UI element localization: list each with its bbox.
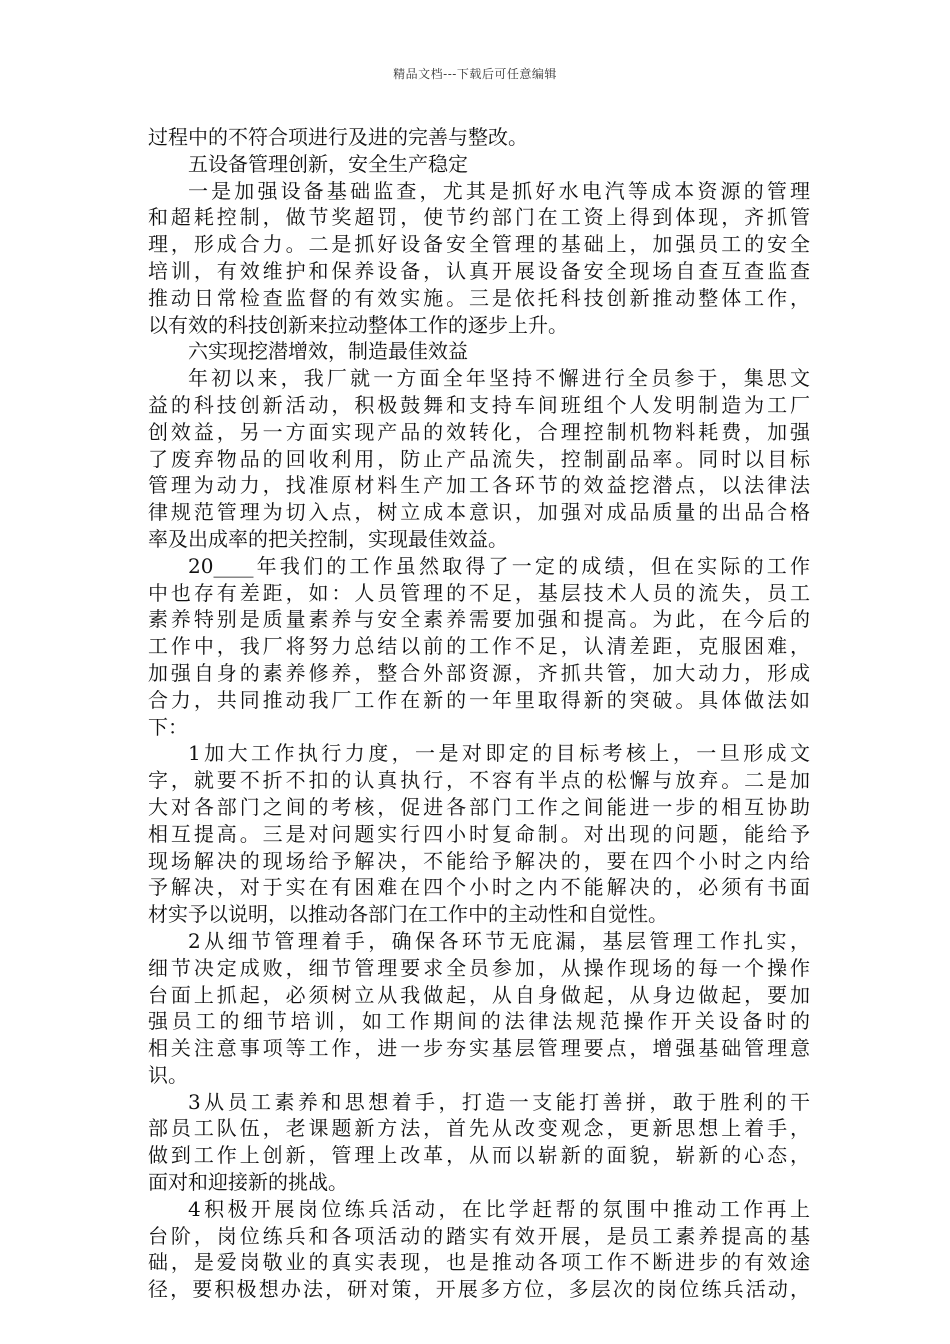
text-line: 3从员工素养和思想着手，打造一支能打善拼，敢于胜利的干 — [188, 1089, 810, 1114]
text-line: 20____年我们的工作虽然取得了一定的成绩，但在实际的工作 — [188, 553, 810, 578]
text-line: 年初以来，我厂就一方面全年坚持不懈进行全员参于，集思文 — [188, 366, 810, 391]
text-line: 2从细节管理着手，确保各环节无庇漏，基层管理工作扎实， — [188, 928, 810, 953]
text-line: 益的科技创新活动，积极鼓舞和支持车间班组个人发明制造为工厂 — [148, 392, 810, 417]
text-line: 相关注意事项等工作，进一步夯实基层管理要点，增强基础管理意 — [148, 1036, 810, 1061]
text-line: 强员工的细节培训，如工作期间的法律法规范操作开关设备时的 — [148, 1009, 810, 1034]
text-line: 面对和迎接新的挑战。 — [148, 1170, 348, 1195]
document-body — [148, 124, 810, 1303]
text-line: 管理为动力，找准原材料生产加工各环节的效益挖潜点，以法律法 — [148, 473, 810, 498]
text-line: 以有效的科技创新来拉动整体工作的逐步上升。 — [148, 312, 568, 337]
text-line: 大对各部门之间的考核，促进各部门工作之间能进一步的相互协助 — [148, 794, 810, 819]
text-line: 了废弃物品的回收利用，防止产品流失，控制副品率。同时以目标 — [148, 446, 810, 471]
page-header: 精品文档---下载后可任意编辑 — [393, 67, 557, 81]
text-line: 一是加强设备基础监查，尤其是抓好水电汽等成本资源的管理 — [188, 178, 810, 203]
text-line: 合力，共同推动我厂工作在新的一年里取得新的突破。具体做法如 — [148, 687, 810, 712]
text-line: 予解决，对于实在有困难在四个小时之内不能解决的，必须有书面 — [148, 875, 810, 900]
text-line: 台阶，岗位练兵和各项活动的踏实有效开展，是员工素养提高的基 — [148, 1223, 810, 1248]
text-line: 推动日常检查监督的有效实施。三是依托科技创新推动整体工作， — [148, 285, 810, 310]
text-line: 础，是爱岗敬业的真实表现，也是推动各项工作不断进步的有效途 — [148, 1250, 810, 1275]
text-line: 加强自身的素养修养，整合外部资源，齐抓共管，加大动力，形成 — [148, 660, 810, 685]
text-line: 相互提高。三是对问题实行四小时复命制。对出现的问题，能给予 — [148, 821, 810, 846]
text-line: 径，要积极想办法，研对策，开展多方位，多层次的岗位练兵活动， — [148, 1277, 810, 1302]
text-line: 过程中的不符合项进行及进的完善与整改。 — [148, 125, 528, 149]
text-line: 材实予以说明，以推动各部门在工作中的主动性和自觉性。 — [148, 902, 668, 927]
text-line: 培训，有效维护和保养设备，认真开展设备安全现场自查互查监查 — [148, 258, 810, 283]
text-line: 中也存有差距，如：人员管理的不足，基层技术人员的流失，员工 — [148, 580, 810, 605]
text-line: 细节决定成败，细节管理要求全员参加，从操作现场的每一个操作 — [148, 955, 810, 980]
text-line: 部员工队伍，老课题新方法，首先从改变观念，更新思想上着手， — [148, 1116, 810, 1141]
text-line: 和超耗控制，做节奖超罚，使节约部门在工资上得到体现，齐抓管 — [148, 205, 810, 230]
text-line: 素养特别是质量素养与安全素养需要加强和提高。为此，在今后的 — [148, 607, 810, 632]
text-line: 做到工作上创新，管理上改革，从而以崭新的面貌，崭新的心态， — [148, 1143, 810, 1168]
text-line: 下： — [148, 714, 188, 739]
text-line: 理，形成合力。二是抓好设备安全管理的基础上，加强员工的安全 — [148, 232, 810, 257]
text-line: 现场解决的现场给予解决，不能给予解决的，要在四个小时之内给 — [148, 848, 810, 873]
text-line: 4积极开展岗位练兵活动，在比学赶帮的氛围中推动工作再上 — [188, 1196, 810, 1221]
text-line: 律规范管理为切入点，树立成本意识，加强对成品质量的出品合格 — [148, 500, 810, 525]
text-line: 台面上抓起，必须树立从我做起，从自身做起，从身边做起，要加 — [148, 982, 810, 1007]
text-line: 字，就要不折不扣的认真执行，不容有半点的松懈与放弃。二是加 — [148, 768, 810, 793]
text-line: 五设备管理创新，安全生产稳定 — [188, 151, 468, 176]
text-line: 率及出成率的把关控制，实现最佳效益。 — [148, 526, 508, 551]
text-line: 1加大工作执行力度，一是对即定的目标考核上，一旦形成文 — [188, 741, 810, 766]
text-line: 工作中，我厂将努力总结以前的工作不足，认清差距，克服困难， — [148, 634, 810, 659]
text-line: 创效益，另一方面实现产品的效转化，合理控制机物料耗费，加强 — [148, 419, 810, 444]
text-line: 六实现挖潜增效，制造最佳效益 — [188, 339, 468, 364]
text-line: 识。 — [148, 1062, 188, 1087]
